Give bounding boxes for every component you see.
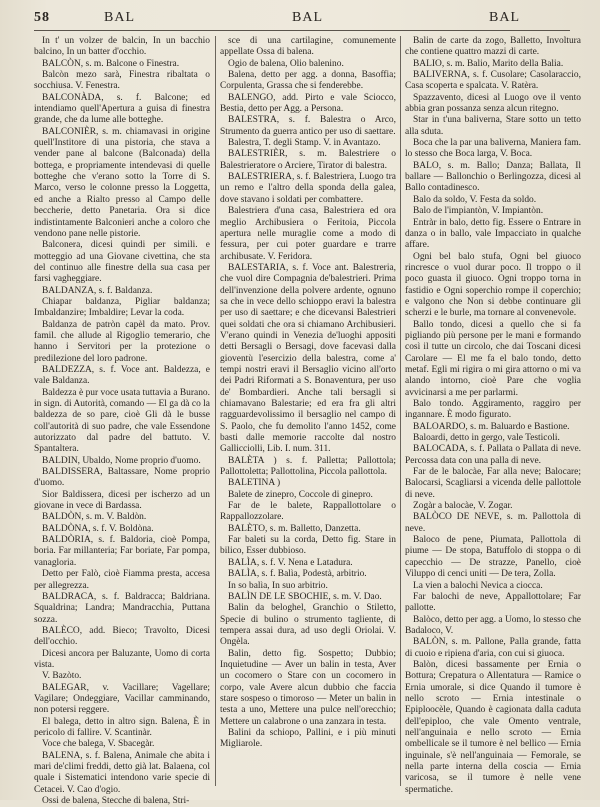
dictionary-entry: Balin de carte da zogo, Balletto, Involtura che contiene quattro mazzi di carte. <box>405 36 581 58</box>
dictionary-entry: Baloardi, detto in gergo, vale Testicoli. <box>413 433 560 444</box>
dictionary-entry: Sior Baldissera, dicesi per ischerzo ad un giovane in vece di Bardassa. <box>34 489 210 512</box>
dictionary-entry: Balo da soldo, V. Festa da soldo. <box>413 194 537 205</box>
dictionary-entry: La vien a balochi Nevica a ciocca. <box>413 580 543 591</box>
dictionary-entry: BALÈTO, s. m. Balletto, Danzetta. <box>228 523 361 534</box>
dictionary-entry: Balestriera d'una casa, Balestriera ed ora meglio Archibusiera o Feritoia, Piccola apertura nelle muraglie come a modo di fessura, per cui poter guardare e trarre archibusate. V. Feridora. <box>220 206 396 262</box>
dictionary-entry: In so balìa, In suo arbitrio. <box>228 580 328 591</box>
dictionary-entry: BALDRACA, s. f. Baldracca; Baldriana. Squaldrina; Landra; Mandracchia, Puttana sozza. <box>34 591 210 625</box>
dictionary-entry: Far balochi de neve, Appallottolare; Far pallotte. <box>405 591 581 614</box>
dictionary-entry: Balini da schiopo, Pallini, e i più minuti Migliarole. <box>220 727 396 750</box>
dictionary-entry: BALDIN, Ubaldo, Nome proprio d'uomo. <box>42 455 201 466</box>
dictionary-entry: Balo de l'impiantòn, V. Impiantòn. <box>413 206 544 217</box>
column-divider <box>215 36 216 786</box>
dictionary-entry: Far de le balete, Rappallottolare o Rappallozzolare. <box>220 501 396 523</box>
dictionary-entry: Zogàr a balocàe, V. Zogar. <box>413 501 513 512</box>
page-header <box>34 10 570 28</box>
dictionary-entry: sce di una cartilagine, comunemente appellate Ossa di balena. <box>220 36 396 58</box>
column-left <box>34 36 210 807</box>
dictionary-entry: Balin da beloghel, Granchio o Stiletto, Specie di bulino o strumento tagliente, di tempera assai dura, ad uso degli Oriolai. V. Ongèla. <box>220 603 396 648</box>
dictionary-entry: Baldanza de patròn capèl da mato. Prov. famil. che allude al Rigoglio temerario, che hanno i Servitori per la protezione o predilezione del loro padrone. <box>34 319 210 364</box>
dictionary-entry: Balete de zinepro, Coccole di ginepro. <box>228 489 373 500</box>
page-number: 58 <box>34 10 50 25</box>
dictionary-entry: Dicesi ancora per Baluzante, Uomo di corta vista. <box>34 648 210 670</box>
dictionary-entry: BALDÒN, s. m. V. Baldòn. <box>42 512 147 523</box>
dictionary-entry: Spazzavento, dicesi al Luogo ove il vento abbia gran possanza senza alcun ritegno. <box>405 92 581 115</box>
dictionary-entry: BALCONÀDA, s. f. Balcone; ed intendiamo quell'Apertura a guisa di finestra grande, che da lume alle botteghe. <box>34 92 210 126</box>
dictionary-entry: BALOARDO, s. m. Baluardo e Bastione. <box>413 421 570 432</box>
dictionary-entry: BALIVERNA, s. f. Cusolare; Casolaraccio, Casa scoperta e spalcata. V. Ratèra. <box>405 70 581 92</box>
dictionary-entry: Far de le balocàe, Far alla neve; Balocare; Balocarsi, Scagliarsi a vicenda delle pallottole di neve. <box>405 467 581 500</box>
dictionary-entry: BALOCADA, s. f. Pallata o Pallata di neve. Percossa data con una palla di neve. <box>405 444 581 466</box>
dictionary-entry: BALETINA ) <box>228 478 281 489</box>
dictionary-entry: BALENGO, add. Pirto e vale Sciocco, Bestia, detto per Agg. a Persona. <box>220 92 396 115</box>
header-rule <box>34 30 570 31</box>
dictionary-entry: V. Bazòto. <box>42 671 82 682</box>
dictionary-entry: BALO, s. m. Ballo; Danza; Ballata, Il ballare — Ballonchio o Berlingozza, dicesi al Ballo contadinesco. <box>405 160 581 194</box>
dictionary-entry: BALESTRIERA, s. f. Balestriera, Luogo tra un remo e l'altro della sponda della galea, dove stavano i soldati per combattere. <box>220 172 396 205</box>
dictionary-entry: BALCÒN, s. m. Balcone o Finestra. <box>42 58 180 69</box>
dictionary-entry: BALDÒRIA, s. f. Baldoria, cioè Pompa, boria. Far millanteria; Far boriate, Far pompa, vanagloria. <box>34 535 210 568</box>
dictionary-entry: Chiapar baldanza, Pigliar baldanza; Imbaldanzire; Imbaldire; Levar la coda. <box>34 296 210 319</box>
column-divider <box>400 36 401 786</box>
dictionary-entry: Baloco de pene, Piumata, Pallottola di piume — De stopa, Batuffolo di stoppa o di capecchio — De strazze, Panello, cioè Viluppo di cenci uniti — De tera, Zolla. <box>405 535 581 580</box>
dictionary-entry: Balena, detto per agg. a donna, Basoffia; Corpulenta, Grassa che si fenderebbe. <box>220 70 396 92</box>
dictionary-entry: BALENA, s. f. Balena, Animale che abita i mari de'climi freddi, detto già lat. Balaena, col quale i Sistematici intendono varie specie di Cetacei. V. Cao d'ogio. <box>34 750 210 795</box>
dictionary-entry: Boca che la par una baliverna, Maniera fam. lo stesso che Boca larga, V. Boca. <box>405 138 581 160</box>
dictionary-entry: Voce che balega, V. Sbacegàr. <box>42 739 155 750</box>
dictionary-entry: Detto per Falò, cioè Fiamma presta, accesa per allegrezza. <box>34 569 210 591</box>
dictionary-entry: Ogni bel balo stufa, Ogni bel giuoco rincresce o vuol durar poco. Il troppo o il poco guasta il giuoco. Ogni troppo torna in fastidio e Ogni soperchio rompe il coperchio; e valgono che Non si debbe continuare gli scherzi e le burle, ma tornare al convenevole. <box>405 251 581 319</box>
dictionary-entry: BALIO, s. m. Balio, Marito della Balia. <box>413 58 564 69</box>
dictionary-entry: BALDANZA, s. f. Baldanza. <box>42 285 153 296</box>
dictionary-entry: Balcòn mezo sarà, Finestra ribaltata o socchiusa. V. Fenestra. <box>34 70 210 92</box>
dictionary-entry: BALÈCO, add. Bieco; Travolto, Dicesi dell'occhio. <box>34 625 210 648</box>
running-head-left: BAL <box>104 10 135 25</box>
running-head-center: BAL <box>292 10 323 25</box>
dictionary-entry: BALCONIÈR, s. m. chiamavasi in origine quell'Institore di una pistoria, che stava a vender pane al balcone (Balconada) della bottega, e propriamente intendevasi di quelle botteghe che v'erano sotto la Torre di S. Marco, verso le colonne presso la Loggetta, ed anche a Rialto presso al Campo delle beccherie, detto Panetaria. Ora si dice indistintamente Balconieri anche a coloro che vendono pane nelle pistorie. <box>34 126 210 239</box>
dictionary-entry: Balòco, detto per agg. a Uomo, lo stesso che Badaloco, V. <box>405 614 581 636</box>
column-right <box>405 36 581 795</box>
dictionary-entry: BALÈTA ) s. f. Palletta; Pallottola; Pallottoletta; Pallottolina, Piccola pallottola. <box>220 455 396 478</box>
dictionary-entry: BALÒCO DE NEVE, s. m. Pallottola di neve. <box>405 512 581 534</box>
dictionary-entry: Ossi de balena, Stecche di balena, Stri- <box>42 796 190 807</box>
dictionary-entry: Ogio de balena, Olio balenino. <box>228 58 344 69</box>
dictionary-entry: Far baleti su la corda, Detto fig. Stare in bilico, Esser dubbioso. <box>220 535 396 557</box>
dictionary-entry: BALDISSERA, Baltassare, Nome proprio d'uomo. <box>34 467 210 489</box>
dictionary-entry: Baldezza è pur voce usata tuttavia a Burano. in sign. di Autorità, comando — El ga dà co la baldezza de so pare, cioè Gli dà le busse coll'autorità di suo padre, che vale Essendone autorizzato dal padre del battuto. V. Spantaltera. <box>34 387 210 455</box>
dictionary-entry: Balconera, dicesi quindi per simili. e motteggio ad una Giovane civettina, che sta del continuo alle finestre della sua casa per farsi vagheggiare. <box>34 240 210 285</box>
dictionary-entry: Balestra, T. degli Stamp. V. in Avantazo. <box>228 138 381 149</box>
dictionary-entry: BALDÒNA, s. f. V. Boldòna. <box>42 523 154 534</box>
dictionary-entry: Balin, detto fig. Sospetto; Dubbio; Inquietudine — Aver un balin in testa, Aver un cocomero o Stare con un cocomero in corpo, vale Avere alcun dubbio che faccia stare sospeso o timoroso — Meter un balin in testa a uno, Mettere una pulce nell'orecchio; Mettere un calabrone o una zanzara in testa. <box>220 648 396 727</box>
dictionary-entry: BALESTRA, s. f. Balestra o Arco, Strumento da guerra antico per uso di saettare. <box>220 115 396 137</box>
dictionary-entry: Star in t'una baliverna, Stare sotto un tetto alla sduta. <box>405 115 581 137</box>
dictionary-entry: BALÌN DE LE SBOCHIE, s. m. V. Dao. <box>228 591 382 602</box>
column-center <box>220 36 396 792</box>
dictionary-entry: Entràr in balo, detto fig. Essere o Entrare in danza o in ballo, vale Impacciato in qualche affare. <box>405 217 581 251</box>
dictionary-entry: Balòn, dicesi bassamente per Ernia o Bottura; Crepatura o Allentatura — Ramice o Ernia umorale, si dice Quando il tumore è nello scroto — Ernia intestinale o Epiploocèle, Quando è cagionata dalla caduta dell'epiploo, che vale Omento ventrale, nell'anguinaia e nello scroto — Ernia ombellicale se il tumore è nel bellico — Ernia inguinale, s'è nell'anguinaia — Femorale, se nella parte interna della coscia — Ernia varicosa, se il tumore è nelle vene spermatiche. <box>405 659 581 795</box>
dictionary-entry: In t' un volzer de balcin, In un bacchio balcino, In un batter d'occhio. <box>34 36 210 58</box>
dictionary-entry: BALESTRIÈR, s. m. Balestriere o Balestrieratore o Arciere, Tirator di balestra. <box>220 149 396 171</box>
dictionary-entry: BALEGAR, v. Vacillare; Vagellare; Vagilare; Ondeggiare, Vacillar camminando, non potersi reggere. <box>34 682 210 716</box>
dictionary-entry: Balo tondo. Aggiramento, raggiro per ingannare. È modo figurato. <box>405 399 581 421</box>
dictionary-entry: BALESTARIA, s. f. Voce ant. Balestreria, che vuol dire Compagnia de'balestrieri. Prima dell'invenzione della polvere ardente, ognuno sa che in vece dello schioppo eravi la balestra per uso di saettare; e che dicevansi Balestrieri quei soldati che ora si chiamano Archibusieri. V'erano quindi in Venezia de'luoghi appositi detti Bersagli o Bersagi, dove facevasi dalla gioventù l'esercizio della balestra, come a' tempi nostri eravi il Bersaglio vicino all'orto dei Padri Riformati a S. Bonaventura, per uso de' Bombardieri. Anche tali bersagli si chiamavano Balestarie; ed era fra gli altri ragguardevolissimo il bersaglio nel campo di S. Paolo, che fu demolito l'anno 1452, come basti dalle memorie raccolte dal nostro Gallicciolli, Lib. I. num. 311. <box>220 262 396 455</box>
dictionary-entry: BALÌA, s. f. V. Nena e Latadura. <box>228 557 353 568</box>
dictionary-entry: BALÒN, s. m. Pallone, Palla grande, fatta di cuoio e ripiena d'aria, con cui si giuoca. <box>405 637 581 659</box>
dictionary-entry: BALDEZZA, s. f. Voce ant. Baldezza, e vale Baldanza. <box>34 364 210 387</box>
dictionary-entry: Ballo tondo, dicesi a quello che si fa pigliando più persone per le mani e formando così il tutte un circolo, che dai Toscani dicesi Carolare — El me fa el balo tondo, detto metaf. Egli mi rigira o mi gira attorno o mi va alando intorno, cioè Pare che voglia avvicinarsi a me per parlarmi. <box>405 319 581 398</box>
running-head-right: BAL <box>489 10 520 25</box>
dictionary-entry: BALÌA, s. f. Balìa, Podestà, arbitrio. <box>228 569 367 580</box>
dictionary-entry: El balega, detto in altro sign. Balena, È in pericolo di fallire. V. Scantinàr. <box>34 716 210 738</box>
